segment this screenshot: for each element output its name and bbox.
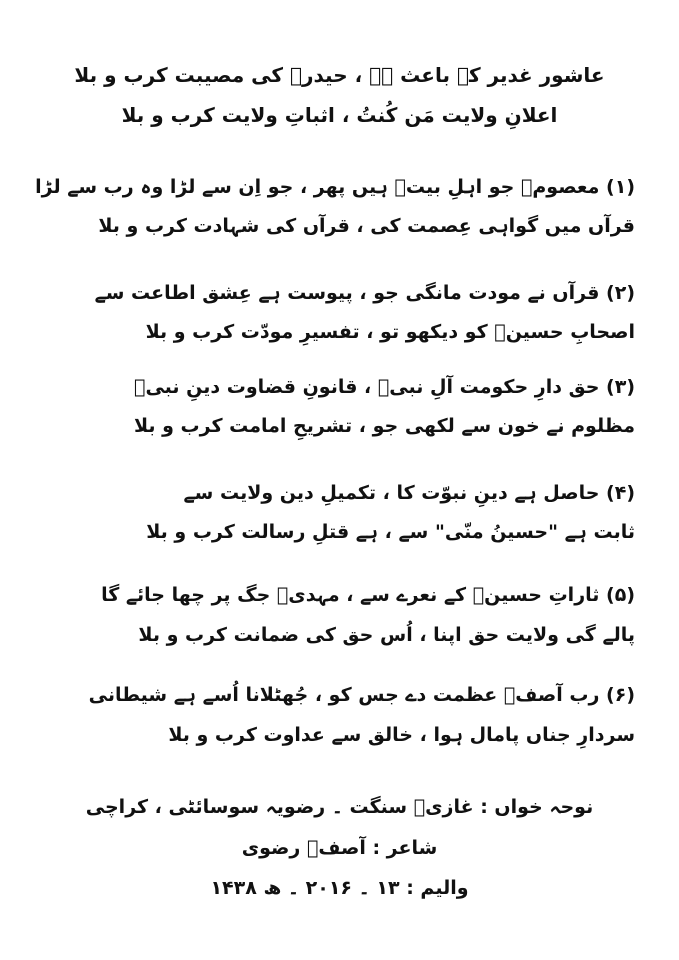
stanza-3-line-2: مظلوم نے خون سے لکھی جو ، تشریحِ امامت کرب و بلا [133, 415, 635, 437]
stanza-1-line-2: قرآں میں گواہی عِصمت کی ، قرآں کی شہادت کرب و بلا [98, 215, 635, 237]
heading-line-1: عاشور غدیر کے باعث ہے ، حیدرؑ کی مصیبت کرب و بلا [74, 63, 605, 87]
stanza-1-line-1: (۱) معصومؑ جو اہلِ بیتؑ ہیں پھر ، جو اِن سے لڑا وہ رب سے لڑا [35, 176, 635, 198]
stanza-2-line-1: (۲) قرآں نے مودت مانگی جو ، پیوست ہے عِشق اطاعت سے [94, 282, 635, 304]
heading-line-2: اعلانِ ولایت مَن کُنتُ ، اثباتِ ولایت کرب و بلا [121, 103, 558, 127]
poet-credit: شاعر : آصفؔ رضوی [241, 837, 438, 859]
stanza-6-line-2: سردارِ جناں پامال ہوا ، خالق سے عداوت کرب و بلا [168, 724, 635, 746]
stanza-2-line-2: اصحابِ حسینؑ کو دیکھو تو ، تفسیرِ مودّت کرب و بلا [145, 321, 635, 343]
volume-credit: والیم : ۱۳ ۔ ۲۰۱۶ ۔ ھ ۱۴۳۸ [210, 877, 469, 899]
stanza-4-line-1: (۴) حاصل ہے دینِ نبوّت کا ، تکمیلِ دین ولایت سے [183, 482, 635, 504]
reciter-credit: نوحہ خواں : غازیؑ سنگت ۔ رضویہ سوسائٹی ، کراچی [85, 796, 594, 818]
stanza-4-line-2: ثابت ہے "حسینُ منّی" سے ، ہے قتلِ رسالت کرب و بلا [146, 521, 635, 543]
stanza-6-line-1: (۶) رب آصفؔ عظمت دے جس کو ، جُھٹلانا اُسے ہے شیطانی [88, 684, 635, 706]
stanza-3-line-1: (۳) حق دارِ حکومت آلِ نبیؐ ، قانونِ قضاوت دینِ نبیؐ [134, 376, 635, 398]
stanza-5-line-1: (۵) ثاراتِ حسینؑ کے نعرے سے ، مہدیؑ جگ پر چھا جائے گا [101, 584, 635, 606]
stanza-5-line-2: پالے گی ولایت حق اپنا ، اُس حق کی ضمانت کرب و بلا [138, 624, 635, 646]
